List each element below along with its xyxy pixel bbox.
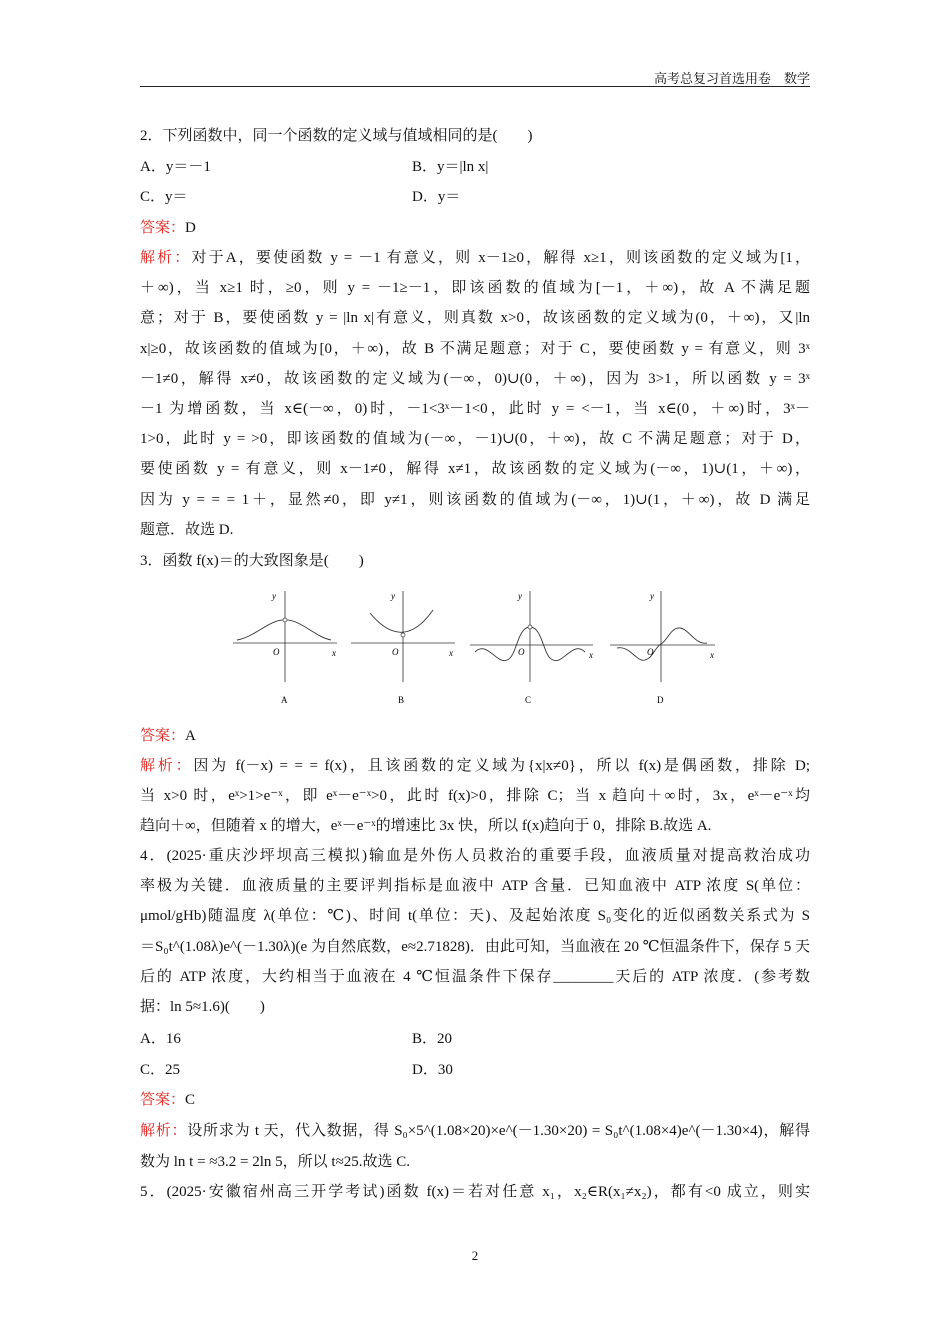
- text-line: 要使函数 y = 有意义，则 x－1≠0，解得 x≠1，故该函数的定义域为(－∞，1)∪(1，＋∞)，: [140, 461, 810, 478]
- text-line: 率极为关键．血液质量的主要评判指标是血液中 ATP 含量．已知血液中 ATP 浓度 S(单位：: [140, 878, 810, 895]
- q2-options-ab: [140, 157, 810, 177]
- text-line: －1≠0，解得 x≠0，故该函数的定义域为(－∞，0)∪(0，＋∞)，因为 3>1，所以函数 y = 3ˣ: [140, 370, 810, 387]
- text-line: 解析：设所求为 t 天，代入数据，得 S₀×5^(1.08×20)×e^(－1.30×20) = S₀t^(1.08×4)e^(－1.30×4)，解得: [140, 1123, 810, 1139]
- graph-d: [610, 591, 715, 705]
- svg-text:y: y: [391, 591, 395, 601]
- text-line: 解析：因为 f(－x) = = = f(x)，且该函数的定义域为{x|x≠0}，所以 f(x)是偶函数，排除 D;: [140, 758, 810, 774]
- q2-stem: 2．下列函数中，同一个函数的定义域与值域相同的是( ): [140, 128, 533, 144]
- text-line: 因为 y = = = 1＋，显然≠0，即 y≠1，则该函数的值域为(－∞，1)∪(1，＋∞)，故 D 满足: [140, 491, 810, 508]
- text-line: 据：ln 5≈1.6)( ): [140, 999, 265, 1015]
- svg-text:x: x: [710, 650, 714, 660]
- svg-text:O: O: [518, 647, 525, 657]
- text-line: ＝S₀t^(1.08λ)e^(－1.30λ)(e 为自然底数，e≈2.71828)．由此可知，当血液在 20 ℃恒温条件下，保存 5 天: [140, 938, 810, 955]
- q2-option-d: D．y＝: [412, 189, 461, 205]
- q5-stem: 5．(2025·安徽宿州高三开学考试)函数 f(x)＝若对任意 x₁，x₂∈R(x₁≠x₂)，都有<0 成立，则实: [140, 1184, 810, 1200]
- q3-stem: 3．函数 f(x)＝的大致图象是( ): [140, 553, 364, 569]
- svg-text:B: B: [398, 695, 405, 705]
- svg-text:A: A: [281, 695, 288, 705]
- q4-option-a: A．16: [140, 1031, 181, 1047]
- svg-text:D: D: [657, 695, 664, 705]
- text-line: 解析：对于A，要使函数 y = －1 有意义，则 x－1≥0，解得 x≥1，则该函数的定义域为[1，: [140, 250, 810, 266]
- text-line: 题意．故选 D.: [140, 521, 234, 538]
- q2-answer: 答案：D: [140, 220, 196, 236]
- text-line: 数为 ln t = ≈3.2 = 2ln 5，所以 t≈25.故选 C.: [140, 1153, 411, 1170]
- text-line: 4．(2025·重庆沙坪坝高三模拟)输血是外伤人员救治的重要手段，血液质量对提高救治成功: [140, 848, 810, 864]
- q4-option-b: B．20: [412, 1031, 453, 1047]
- text-line: 趋向＋∞，但随着 x 的增大，eˣ－e⁻ˣ的增速比 3x 快，所以 f(x)趋向于 0，排除 B.故选 A.: [140, 818, 712, 834]
- graph-b: [351, 591, 455, 705]
- running-header: 高考总复习首选用卷 数学: [653, 71, 810, 86]
- svg-text:O: O: [647, 647, 654, 657]
- q3-answer: 答案：A: [140, 728, 196, 744]
- q4-option-d: D．30: [412, 1062, 453, 1078]
- svg-text:y: y: [272, 591, 276, 601]
- text-line: 意；对于 B，要使函数 y = |ln x|有意义，则真数 x>0，故该函数的定义域为(0，＋∞)，又|ln: [140, 310, 810, 327]
- text-line: μmol/gHb)随温度 λ(单位：℃)、时间 t(单位：天)、及起始浓度 S₀变化的近似函数关系式为 S: [140, 908, 810, 925]
- text-line: 当 x>0 时，eˣ>1>e⁻ˣ，即 eˣ－e⁻ˣ>0，此时 f(x)>0，排除 C；当 x 趋向＋∞时，3x，eˣ－e⁻ˣ均: [140, 788, 810, 804]
- text-line: x|≥0，故该函数的值域为[0，＋∞)，故 B 不满足题意；对于 C，要使函数 y = 有意义，则 3ˣ: [140, 340, 810, 357]
- text-line: 1>0，此时 y = >0，即该函数的值域为(－∞，－1)∪(0，＋∞)，故 C 不满足题意；对于 D，: [140, 431, 810, 448]
- text-line: 后的 ATP 浓度，大约相当于血液在 4 ℃恒温条件下保存________天后的 ATP 浓度．(参考数: [140, 968, 810, 985]
- text-line: －1 为增函数，当 x∈(－∞，0)时，－1<3ˣ－1<0，此时 y = <－1，当 x∈(0，＋∞)时，3ˣ－: [140, 401, 810, 417]
- svg-text:x: x: [589, 650, 593, 660]
- svg-text:x: x: [332, 648, 336, 658]
- svg-text:O: O: [273, 647, 280, 657]
- graph-a: [233, 591, 337, 705]
- svg-text:x: x: [449, 648, 453, 658]
- header-rule: [140, 86, 810, 87]
- svg-text:y: y: [518, 591, 522, 601]
- q2-option-c: C．y＝: [140, 189, 188, 205]
- svg-text:y: y: [650, 591, 654, 601]
- q4-answer: 答案：C: [140, 1092, 196, 1108]
- q3-graphs: [225, 585, 725, 710]
- q4-option-c: C．25: [140, 1062, 181, 1078]
- svg-text:O: O: [392, 647, 399, 657]
- q2-option-a: A．y＝－1: [140, 159, 211, 175]
- q4-options-cd: [140, 1060, 810, 1080]
- q4-options-ab: [140, 1029, 810, 1049]
- svg-text:C: C: [525, 695, 532, 705]
- q2-options-cd: [140, 187, 810, 207]
- text-line: ＋∞)，当 x≥1 时，≥0，则 y = －1≥－1，即该函数的值域为[－1，＋∞)，故 A 不满足题: [140, 280, 810, 297]
- page-number: 2: [471, 1248, 479, 1263]
- q2-option-b: B．y＝|ln x|: [412, 159, 489, 175]
- graph-c: [470, 591, 593, 705]
